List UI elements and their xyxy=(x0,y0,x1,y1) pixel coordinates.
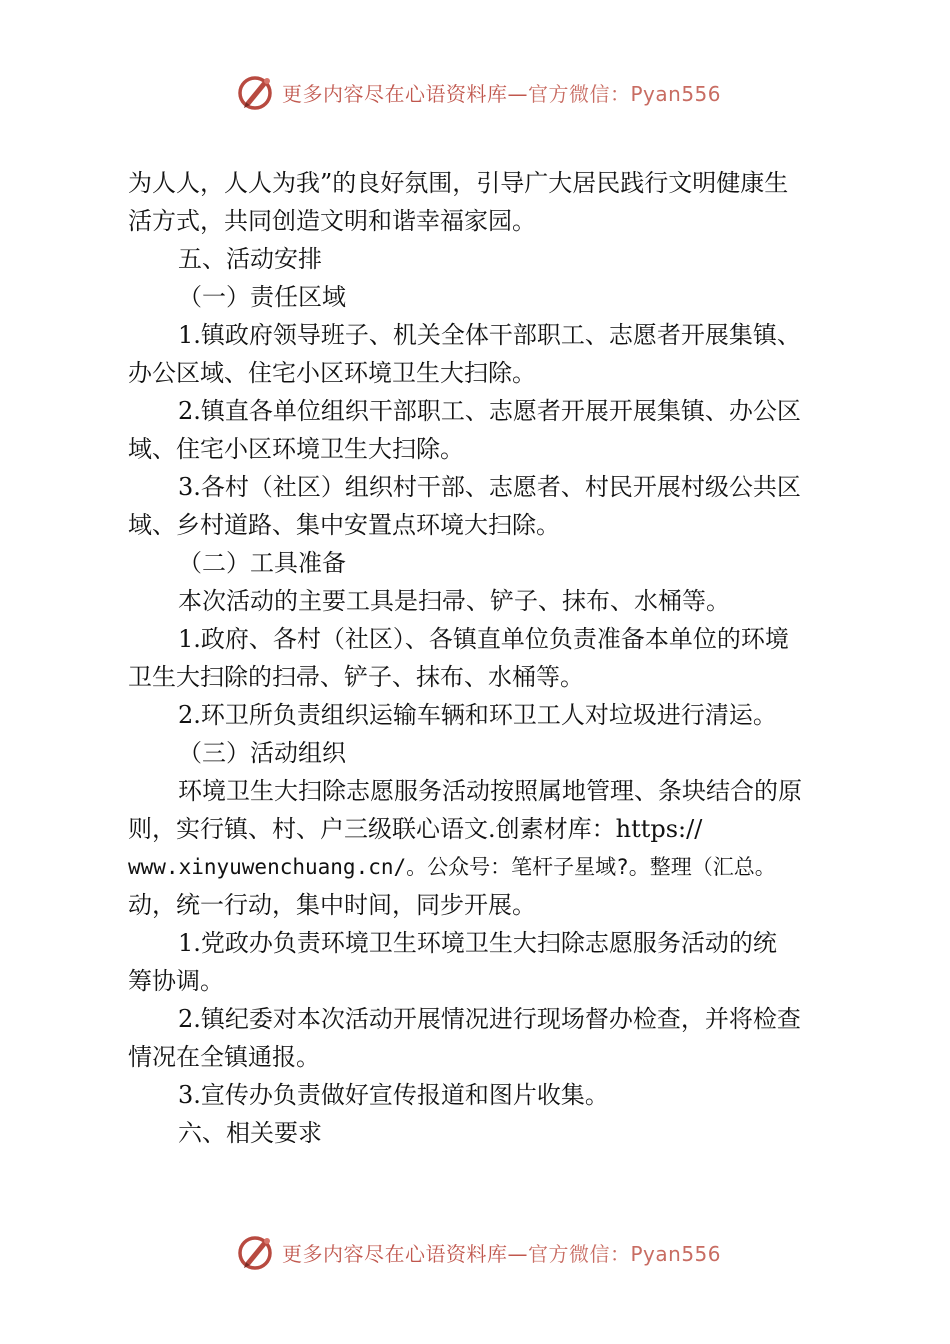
line-23: 2.镇纪委对本次活动开展情况进行现场督办检查，并将检查 xyxy=(178,1005,801,1033)
pen-circle-logo-icon xyxy=(236,72,276,112)
subheading-1: （一）责任区域 xyxy=(178,283,346,311)
section-heading-5: 五、活动安排 xyxy=(178,245,322,273)
line-21: 1.党政办负责环境卫生环境卫生大扫除志愿服务活动的统 xyxy=(178,929,777,957)
line-18: 则，实行镇、村、户三级联心语文.创素材库：https:// xyxy=(128,815,703,843)
section-heading-6: 六、相关要求 xyxy=(178,1119,322,1147)
line-22: 筹协调。 xyxy=(128,967,224,995)
line-24: 情况在全镇通报。 xyxy=(128,1043,320,1071)
footer-banner xyxy=(236,1232,756,1272)
line-1: 为人人，人人为我”的良好氛围，引导广大居民践行文明健康生 xyxy=(128,169,789,197)
line-25: 3.宣传办负责做好宣传报道和图片收集。 xyxy=(178,1081,609,1109)
document-body xyxy=(128,164,848,1152)
line-10: 域、乡村道路、集中安置点环境大扫除。 xyxy=(128,511,560,539)
line-12: 本次活动的主要工具是扫帚、铲子、抹布、水桶等。 xyxy=(178,587,730,615)
line-5: 1.镇政府领导班子、机关全体干部职工、志愿者开展集镇、 xyxy=(178,321,801,349)
line-6: 办公区域、住宅小区环境卫生大扫除。 xyxy=(128,359,536,387)
line-2: 活方式，共同创造文明和谐幸福家园。 xyxy=(128,207,536,235)
line-19: www.xinyuwenchuang.cn/。公众号：笔杆子星域?。整理（汇总。 xyxy=(128,855,776,879)
subheading-2: （二）工具准备 xyxy=(178,549,346,577)
line-9: 3.各村（社区）组织村干部、志愿者、村民开展村级公共区 xyxy=(178,473,801,501)
line-14: 卫生大扫除的扫帚、铲子、抹布、水桶等。 xyxy=(128,663,584,691)
pen-circle-logo-icon xyxy=(236,1232,276,1272)
subheading-3: （三）活动组织 xyxy=(178,739,346,767)
footer-banner-text: 更多内容尽在心语资料库—官方微信：Pyan556 xyxy=(282,1241,722,1266)
line-17: 环境卫生大扫除志愿服务活动按照属地管理、条块结合的原 xyxy=(178,777,802,805)
line-8: 域、住宅小区环境卫生大扫除。 xyxy=(128,435,464,463)
line-7: 2.镇直各单位组织干部职工、志愿者开展开展集镇、办公区 xyxy=(178,397,801,425)
line-13: 1.政府、各村（社区）、各镇直单位负责准备本单位的环境 xyxy=(178,625,789,653)
header-banner-text: 更多内容尽在心语资料库—官方微信：Pyan556 xyxy=(282,81,722,106)
header-banner xyxy=(236,72,756,112)
line-15: 2.环卫所负责组织运输车辆和环卫工人对垃圾进行清运。 xyxy=(178,701,777,729)
line-20: 动，统一行动，集中时间，同步开展。 xyxy=(128,891,536,919)
